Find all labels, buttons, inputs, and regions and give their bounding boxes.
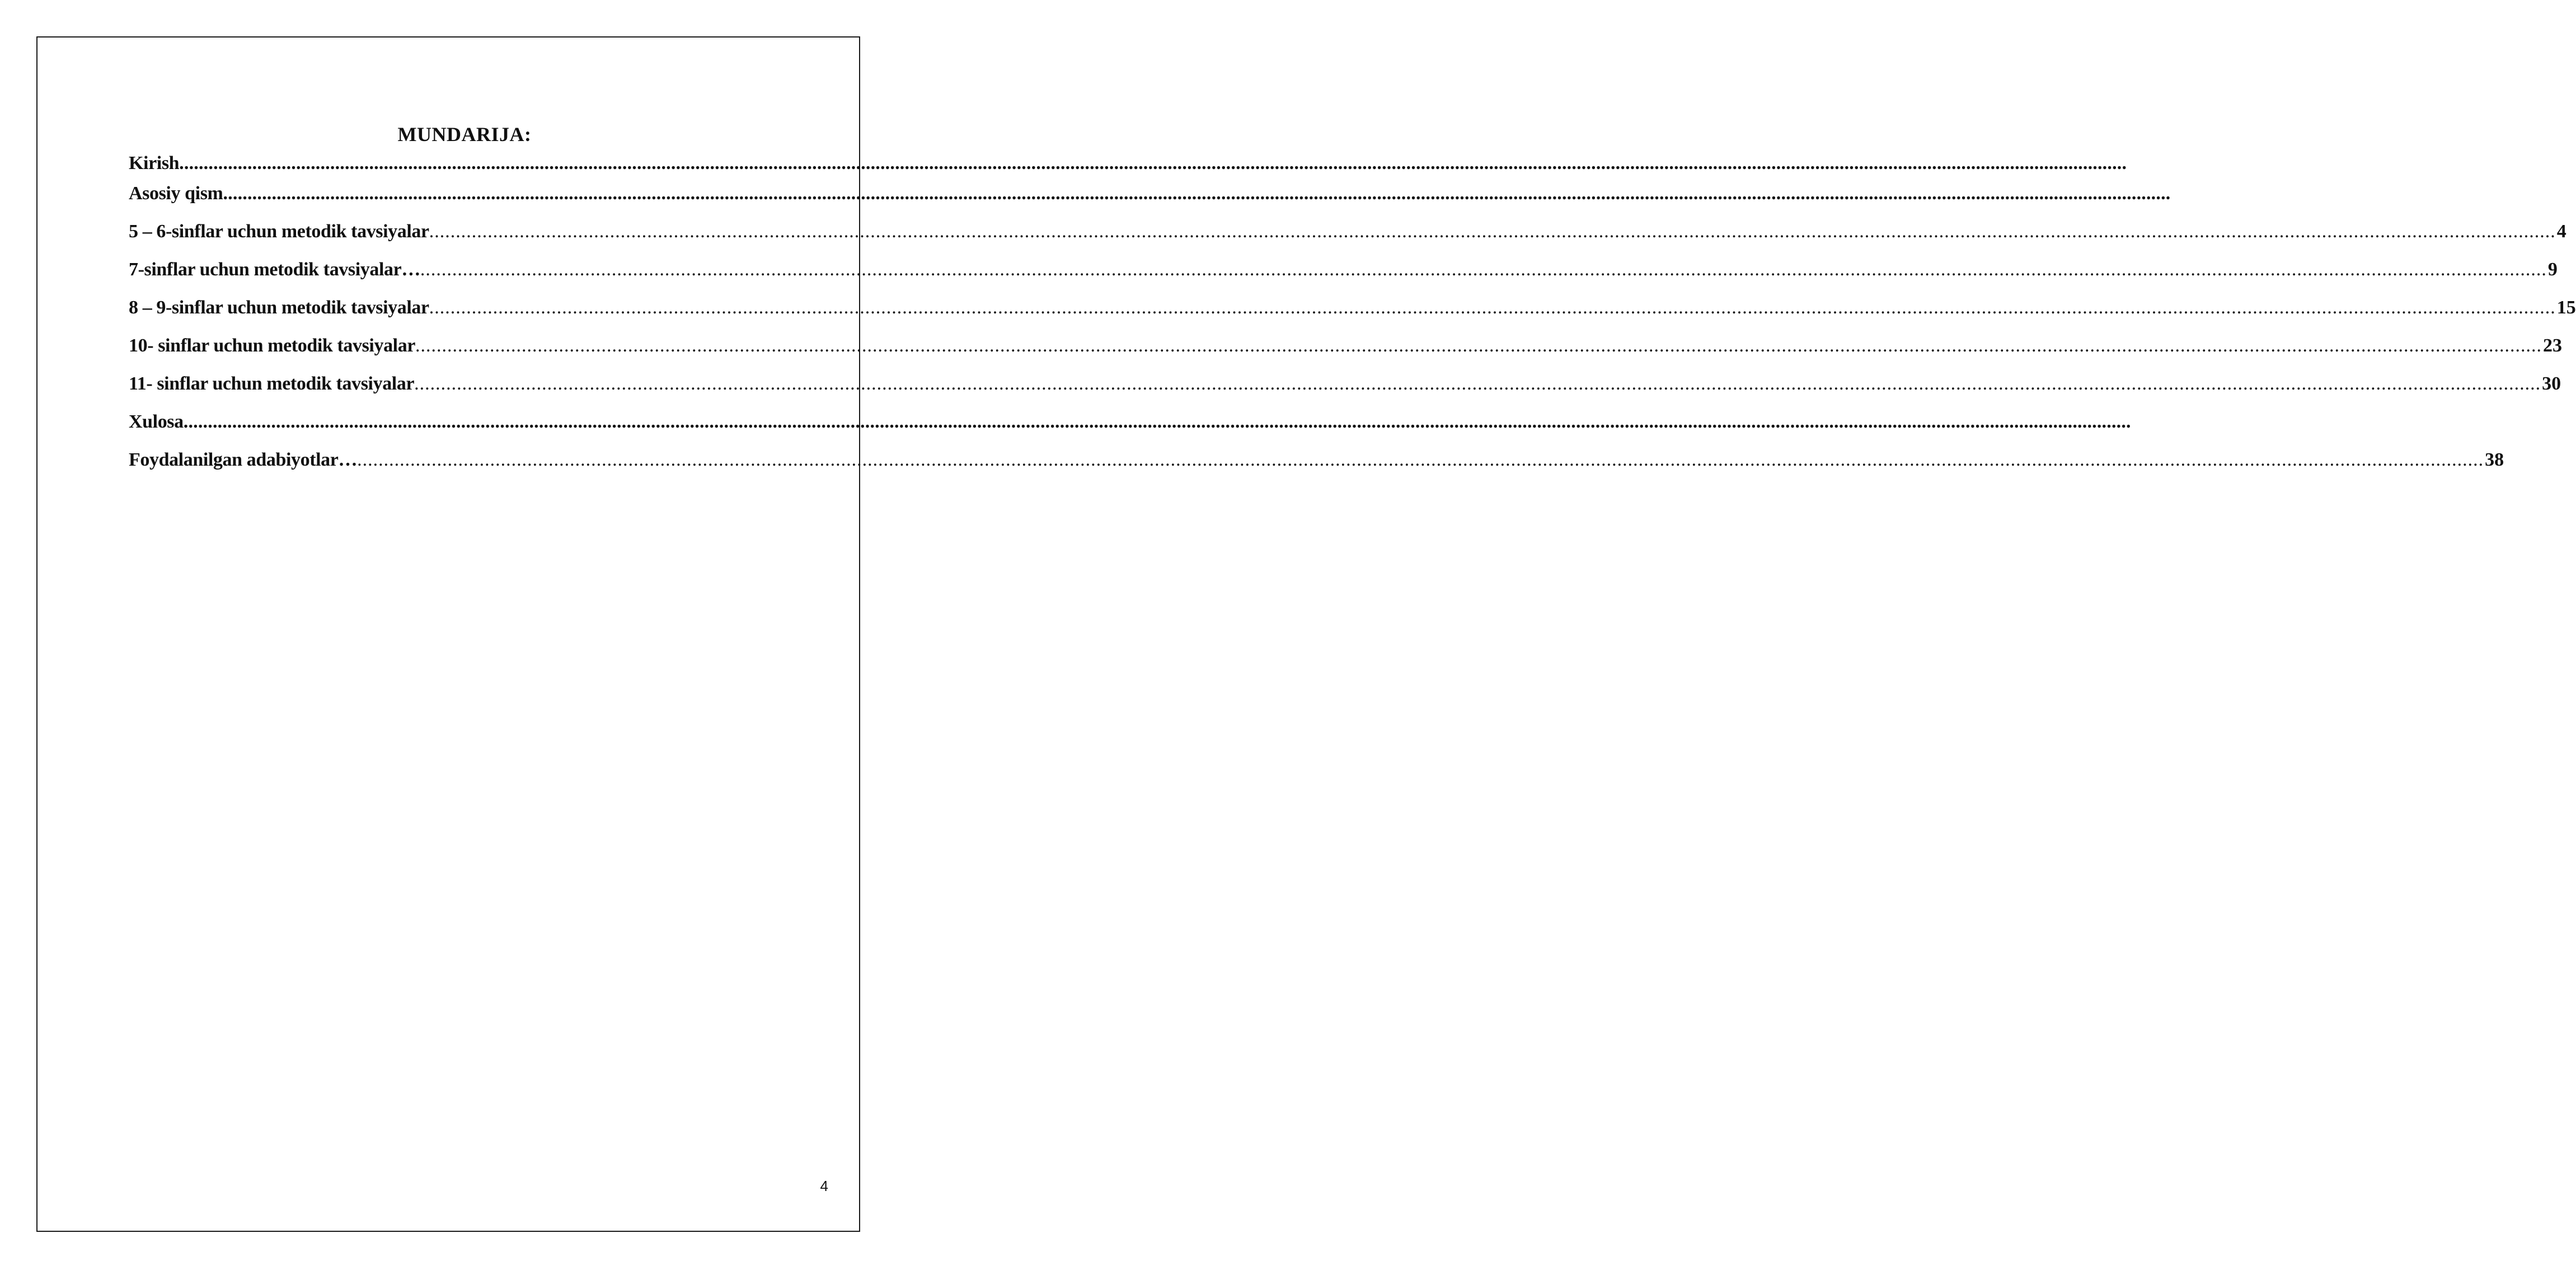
toc-entry-page: 15 [2556, 297, 2576, 318]
toc-leader-dots: ................................................................................................................................................................................................................................................................................................................................................................................................................ [357, 449, 2484, 470]
toc-entry-label: 7-sinflar uchun metodik tavsiyalar… [129, 259, 420, 280]
toc-entry-5-6-sinflar[interactable] [129, 219, 2566, 244]
toc-leader-dots: ................................................................................................................................................................................................................................................................................................................................................................................................................ [429, 297, 2556, 318]
toc-entry-label: Kirish [129, 153, 180, 174]
toc-leader-dots: ................................................................................................................................................................................................................................................................................................................................................................................................................ [223, 183, 2171, 204]
page-border [36, 36, 860, 1232]
toc-entry-label: 11- sinflar uchun metodik tavsiyalar [129, 373, 415, 394]
toc-entry-label: Asosiy qism [129, 183, 223, 204]
toc-entry-page: 4 [2556, 221, 2566, 242]
toc-leader-dots: ................................................................................................................................................................................................................................................................................................................................................................................................................ [415, 335, 2542, 356]
toc-leader-dots: ................................................................................................................................................................................................................................................................................................................................................................................................................ [179, 153, 2127, 174]
toc-entry-foydalanilgan-adabiyotlar[interactable] [129, 448, 2504, 472]
toc-entry-11-sinflar[interactable] [129, 372, 2561, 396]
toc-entry-8-9-sinflar[interactable] [129, 296, 2576, 320]
toc-leader-dots: ................................................................................................................................................................................................................................................................................................................................................................................................................ [414, 373, 2541, 394]
toc-entry-label: Foydalanilgan adabiyotlar… [129, 449, 358, 470]
toc-leader-dots: ................................................................................................................................................................................................................................................................................................................................................................................................................ [183, 411, 2131, 432]
page-number: 4 [820, 1178, 828, 1194]
toc-entry-label: 10- sinflar uchun metodik tavsiyalar [129, 335, 416, 356]
toc-entry-page: 23 [2543, 335, 2563, 356]
toc-entry-7-sinflar[interactable] [129, 257, 2558, 282]
toc-entry-asosiy-qism[interactable] [129, 181, 2171, 206]
toc-entry-page: 9 [2547, 259, 2558, 280]
toc-entry-label: 8 – 9-sinflar uchun metodik tavsiyalar [129, 297, 429, 318]
toc-entry-label: Xulosa [129, 411, 184, 432]
toc-entry-label: 5 – 6-sinflar uchun metodik tavsiyalar [129, 221, 429, 242]
toc-entry-page: 38 [2485, 449, 2504, 470]
toc-leader-dots: ................................................................................................................................................................................................................................................................................................................................................................................................................ [429, 221, 2556, 242]
toc-entry-page: 30 [2542, 373, 2561, 394]
toc-entry-xulosa[interactable] [129, 410, 2131, 434]
toc-entry-kirish[interactable] [129, 151, 2127, 176]
toc-title: MUNDARIJA: [397, 123, 532, 146]
toc-leader-dots: ................................................................................................................................................................................................................................................................................................................................................................................................................ [420, 259, 2547, 280]
toc-entry-10-sinflar[interactable] [129, 334, 2563, 358]
